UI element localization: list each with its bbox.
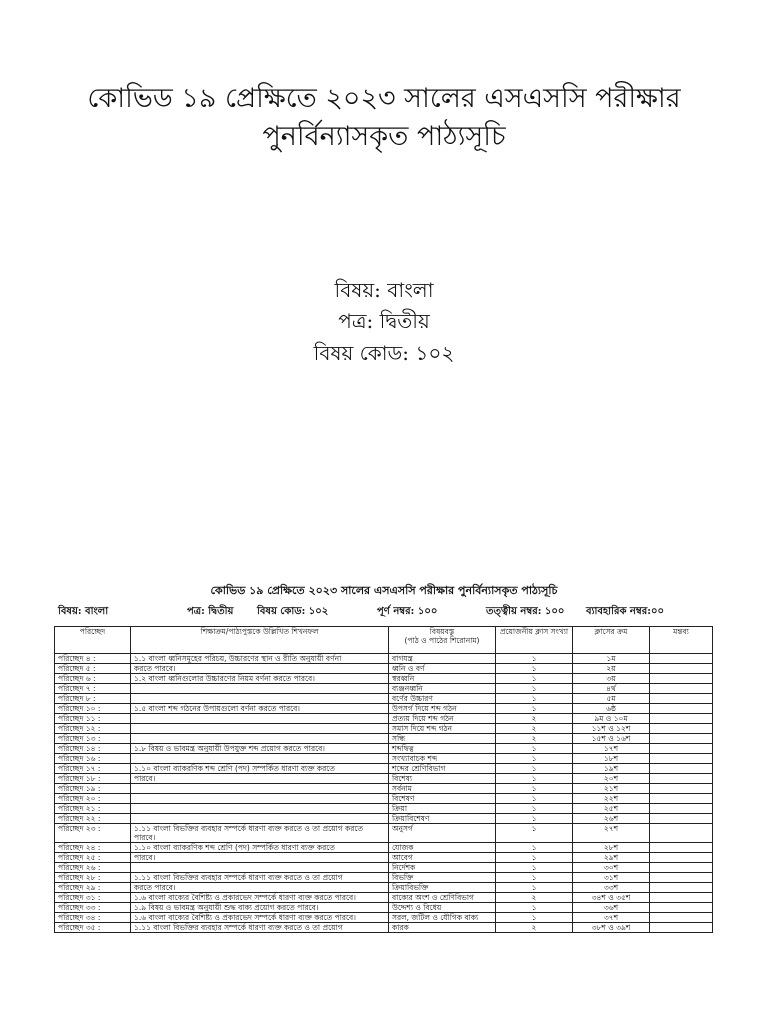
- cell-class-order: ১৫শ ও ১৬শ: [573, 734, 650, 744]
- cell-chapter: পরিচ্ছেদ ২৬ :: [55, 863, 131, 873]
- cell-content: প্রত্যয় দিয়ে শব্দ গঠন: [389, 714, 496, 724]
- cell-content: বাগযন্ত্র: [389, 654, 496, 664]
- cell-required-classes: ১: [496, 853, 573, 863]
- cell-required-classes: ১: [496, 814, 573, 824]
- cell-class-order: ৯ম ও ১০ম: [573, 714, 650, 724]
- table-row: [55, 893, 713, 903]
- cell-required-classes: ১: [496, 774, 573, 784]
- cell-chapter: পরিচ্ছেদ ২৪ :: [55, 843, 131, 853]
- header-chapter: পরিচ্ছেদ: [55, 627, 131, 654]
- cell-remarks: [650, 814, 713, 824]
- header-content-line-2: (পাঠ ও পাঠের শিরোনাম): [404, 636, 480, 645]
- table-row: [55, 794, 713, 804]
- syllabus-title: কোভিড ১৯ প্রেক্ষিতে ২০২৩ সালের এসএসসি পরীক্ষার পুনর্বিন্যাসকৃত পাঠ্যসূচি: [210, 584, 558, 597]
- cell-content: সরল, জটিল ও যৌগিক বাক্য: [389, 913, 496, 923]
- cell-learning-outcome: [131, 684, 389, 694]
- cell-class-order: ৬ষ্ঠ: [573, 704, 650, 714]
- cell-class-order: ৩য়: [573, 674, 650, 684]
- cell-remarks: [650, 774, 713, 784]
- cell-remarks: [650, 893, 713, 903]
- table-row: [55, 694, 713, 704]
- cell-remarks: [650, 714, 713, 724]
- header-remarks: মন্তব্য: [650, 627, 713, 654]
- cell-required-classes: ১: [496, 794, 573, 804]
- cell-learning-outcome: [131, 794, 389, 804]
- syllabus-code: বিষয় কোড: ১০২: [257, 606, 329, 617]
- cell-chapter: পরিচ্ছেদ ১৭ :: [55, 764, 131, 774]
- cell-chapter: পরিচ্ছেদ ২০ :: [55, 794, 131, 804]
- cell-learning-outcome: [131, 714, 389, 724]
- syllabus-paper: পত্র: দ্বিতীয়: [187, 606, 234, 617]
- table-row: [55, 873, 713, 883]
- cell-content: অনুসর্গ: [389, 824, 496, 843]
- cell-class-order: ৩৩শ: [573, 883, 650, 893]
- cell-class-order: ২১শ: [573, 784, 650, 794]
- cell-learning-outcome: [131, 804, 389, 814]
- cell-learning-outcome: ১.৬ বাংলা বাক্যের বৈশিষ্ট্য ও প্রকারভেদ সম্পর্কে ধারণা ব্যক্ত করতে পারবে।: [131, 893, 389, 903]
- cell-chapter: পরিচ্ছেদ ১৩ :: [55, 734, 131, 744]
- cell-chapter: পরিচ্ছেদ ২২ :: [55, 814, 131, 824]
- table-row: [55, 664, 713, 674]
- cell-content: শব্দদ্বিত্ব: [389, 744, 496, 754]
- cell-remarks: [650, 804, 713, 814]
- table-row: [55, 784, 713, 794]
- cell-remarks: [650, 754, 713, 764]
- cell-learning-outcome: ১.১০ বাংলা ব্যাকরণিক শব্দ শ্রেণি (পদ) সম্পর্কিত ধারণা ব্যক্ত করতে: [131, 764, 389, 774]
- cell-remarks: [650, 873, 713, 883]
- practical-marks: ব্যাবহারিক নম্বর:০০: [586, 606, 664, 617]
- table-row: [55, 674, 713, 684]
- cell-required-classes: ১: [496, 883, 573, 893]
- cell-chapter: পরিচ্ছেদ ৩৫ :: [55, 923, 131, 933]
- cell-chapter: পরিচ্ছেদ ১৮ :: [55, 774, 131, 784]
- table-row: [55, 903, 713, 913]
- cell-chapter: পরিচ্ছেদ ১৯ :: [55, 784, 131, 794]
- cell-chapter: পরিচ্ছেদ ১৬ :: [55, 754, 131, 764]
- cell-remarks: [650, 863, 713, 873]
- table-header-row: [55, 627, 713, 654]
- cell-learning-outcome: [131, 694, 389, 704]
- cell-learning-outcome: ১.১ বাংলা ধ্বনিসমূহের পরিচয়, উচ্চারণের স্থান ও রীতি অনুযায়ী বর্ণনা: [131, 654, 389, 664]
- cell-required-classes: ১: [496, 784, 573, 794]
- cell-learning-outcome: পারবে।: [131, 853, 389, 863]
- cell-required-classes: ২: [496, 923, 573, 933]
- cell-remarks: [650, 734, 713, 744]
- cell-required-classes: ২: [496, 893, 573, 903]
- table-row: [55, 744, 713, 754]
- table-row: [55, 883, 713, 893]
- cell-remarks: [650, 784, 713, 794]
- cell-chapter: পরিচ্ছেদ ২৫ :: [55, 853, 131, 863]
- theory-marks: তত্ত্বীয় নম্বর: ১০০: [486, 606, 565, 617]
- cell-learning-outcome: ১.১১ বাংলা বিভক্তির ব্যবহার সম্পর্কে ধারণা ব্যক্ত করতে ও তা প্রয়োগ করতে পারবে।: [131, 824, 389, 843]
- table-row: [55, 764, 713, 774]
- table-row: [55, 853, 713, 863]
- cell-content: উপসর্গ দিয়ে শব্দ গঠন: [389, 704, 496, 714]
- cell-required-classes: ১: [496, 804, 573, 814]
- table-row: [55, 824, 713, 843]
- cell-learning-outcome: [131, 724, 389, 734]
- cell-content: ক্রিয়াবিভক্তি: [389, 883, 496, 893]
- table-row: [55, 843, 713, 853]
- cell-content: সমাস দিয়ে শব্দ গঠন: [389, 724, 496, 734]
- cell-class-order: ২৬শ: [573, 814, 650, 824]
- cell-class-order: ৪র্থ: [573, 684, 650, 694]
- table-row: [55, 704, 713, 714]
- cell-required-classes: ১: [496, 684, 573, 694]
- cell-remarks: [650, 923, 713, 933]
- cell-content: সর্বনাম: [389, 784, 496, 794]
- cell-class-order: ৫ম: [573, 694, 650, 704]
- cell-remarks: [650, 704, 713, 714]
- cell-class-order: ২২শ: [573, 794, 650, 804]
- cell-learning-outcome: ১.২ বাংলা ধ্বনিগুলোর উচ্চারণের নিয়ম বর্ণনা করতে পারবে।: [131, 674, 389, 684]
- syllabus-subject: বিষয়: বাংলা: [58, 606, 109, 617]
- cell-required-classes: ১: [496, 913, 573, 923]
- header-content: [389, 627, 496, 654]
- cell-content: যোজক: [389, 843, 496, 853]
- cell-remarks: [650, 913, 713, 923]
- table-row: [55, 714, 713, 724]
- cell-required-classes: ১: [496, 873, 573, 883]
- cell-chapter: পরিচ্ছেদ ৩৩ :: [55, 903, 131, 913]
- cell-class-order: ১৯শ: [573, 764, 650, 774]
- cell-remarks: [650, 794, 713, 804]
- cell-content: নির্দেশক: [389, 863, 496, 873]
- cell-required-classes: ১: [496, 824, 573, 843]
- header-learning-outcome: শিক্ষাক্রম/পাঠ্যপুস্তকে উল্লিখিত শিখনফল: [131, 627, 389, 654]
- cell-chapter: পরিচ্ছেদ ৬ :: [55, 674, 131, 684]
- cell-required-classes: ১: [496, 654, 573, 664]
- document-title-line-1: কোভিড ১৯ প্রেক্ষিতে ২০২৩ সালের এসএসসি পরীক্ষার: [87, 83, 681, 114]
- cell-content: সন্ধি: [389, 734, 496, 744]
- cell-remarks: [650, 853, 713, 863]
- cell-class-order: ১৮শ: [573, 754, 650, 764]
- paper-label: পত্র: দ্বিতীয়: [338, 309, 430, 333]
- cell-learning-outcome: [131, 754, 389, 764]
- cell-class-order: ২৮শ: [573, 843, 650, 853]
- cell-class-order: ৩৬শ: [573, 903, 650, 913]
- cell-class-order: ৩১শ: [573, 873, 650, 883]
- cell-chapter: পরিচ্ছেদ ২৯ :: [55, 883, 131, 893]
- cell-learning-outcome: পারবে।: [131, 774, 389, 784]
- cell-content: কারক: [389, 923, 496, 933]
- table-row: [55, 754, 713, 764]
- cell-learning-outcome: [131, 863, 389, 873]
- cell-chapter: পরিচ্ছেদ ৮ :: [55, 694, 131, 704]
- cell-required-classes: ২: [496, 734, 573, 744]
- cell-remarks: [650, 883, 713, 893]
- cell-chapter: পরিচ্ছেদ ১৪ :: [55, 744, 131, 754]
- cell-class-order: ১১শ ও ১২শ: [573, 724, 650, 734]
- cell-chapter: পরিচ্ছেদ ১১ :: [55, 714, 131, 724]
- cell-required-classes: ২: [496, 714, 573, 724]
- cell-required-classes: ১: [496, 674, 573, 684]
- cell-chapter: পরিচ্ছেদ ২৩ :: [55, 824, 131, 843]
- cell-learning-outcome: ১.৬ বাংলা বাক্যের বৈশিষ্ট্য ও প্রকারভেদ সম্পর্কে ধারণা ব্যক্ত করতে পারবে।: [131, 913, 389, 923]
- cell-required-classes: ১: [496, 704, 573, 714]
- cell-content: ধ্বনি ও বর্ণ: [389, 664, 496, 674]
- cell-learning-outcome: ১.৯ বিষয় ও ভাবমন্ত্র অনুযায়ী শুদ্ধ বাক্য প্রয়োগ করতে পারবে।: [131, 903, 389, 913]
- cell-remarks: [650, 674, 713, 684]
- cell-content: ব্যঞ্জনধ্বনি: [389, 684, 496, 694]
- cell-learning-outcome: [131, 814, 389, 824]
- subject-label: বিষয়: বাংলা: [334, 278, 434, 302]
- cell-remarks: [650, 824, 713, 843]
- cell-learning-outcome: ১.৮ বিষয় ও ভাবমন্ত্র অনুযায়ী উপযুক্ত শব্দ প্রয়োগ করতে পারবে।: [131, 744, 389, 754]
- cell-required-classes: ২: [496, 724, 573, 734]
- cell-required-classes: ১: [496, 764, 573, 774]
- cell-content: বিভক্তি: [389, 873, 496, 883]
- document-title-line-2: পুনর্বিন্যাসকৃত পাঠ্যসূচি: [262, 121, 506, 152]
- cell-remarks: [650, 654, 713, 664]
- cell-learning-outcome: করতে পারবে।: [131, 883, 389, 893]
- cell-chapter: পরিচ্ছেদ ৪ :: [55, 654, 131, 664]
- cell-required-classes: ১: [496, 754, 573, 764]
- table-row: [55, 814, 713, 824]
- cell-required-classes: ১: [496, 694, 573, 704]
- cell-content: উদ্দেশ্য ও বিধেয়: [389, 903, 496, 913]
- cell-required-classes: ১: [496, 744, 573, 754]
- cell-remarks: [650, 903, 713, 913]
- cell-learning-outcome: [131, 784, 389, 794]
- table-row: [55, 913, 713, 923]
- cell-content: বিশেষণ: [389, 794, 496, 804]
- cell-chapter: পরিচ্ছেদ ১০ :: [55, 704, 131, 714]
- cell-chapter: পরিচ্ছেদ ৩১ :: [55, 893, 131, 903]
- cell-content: আবেগ: [389, 853, 496, 863]
- cell-remarks: [650, 764, 713, 774]
- header-required-classes: প্রয়োজনীয় ক্লাস সংখ্যা: [496, 627, 573, 654]
- cell-chapter: পরিচ্ছেদ ৩৪ :: [55, 913, 131, 923]
- cell-chapter: পরিচ্ছেদ ২৮ :: [55, 873, 131, 883]
- cell-class-order: ২০শ: [573, 774, 650, 784]
- cell-class-order: ২৭শ: [573, 824, 650, 843]
- subject-code-label: বিষয় কোড: ১০২: [313, 341, 455, 365]
- cell-required-classes: ১: [496, 664, 573, 674]
- syllabus-table: [54, 626, 713, 933]
- cell-learning-outcome: ১.১০ বাংলা ব্যাকরণিক শব্দ শ্রেণি (পদ) সম্পর্কিত ধারণা ব্যক্ত করতে: [131, 843, 389, 853]
- cell-content: ক্রিয়াবিশেষণ: [389, 814, 496, 824]
- cell-class-order: ২৫শ: [573, 804, 650, 814]
- cell-class-order: ১৭শ: [573, 744, 650, 754]
- table-row: [55, 804, 713, 814]
- cell-remarks: [650, 843, 713, 853]
- table-row: [55, 724, 713, 734]
- cell-class-order: ২৯শ: [573, 853, 650, 863]
- table-row: [55, 684, 713, 694]
- cell-learning-outcome: ১.১১ বাংলা বিভক্তির ব্যবহার সম্পর্কে ধারণা ব্যক্ত করতে ও তা প্রয়োগ: [131, 873, 389, 883]
- cell-required-classes: ১: [496, 863, 573, 873]
- cell-content: বিশেষ্য: [389, 774, 496, 784]
- full-marks: পূর্ণ নম্বর: ১০০: [377, 606, 438, 617]
- cell-class-order: ৩৪শ ও ৩৫শ: [573, 893, 650, 903]
- header-content-line-1: বিষয়বস্তু: [429, 627, 455, 636]
- cell-chapter: পরিচ্ছেদ ৫ :: [55, 664, 131, 674]
- table-row: [55, 863, 713, 873]
- cell-remarks: [650, 724, 713, 734]
- cell-required-classes: ১: [496, 903, 573, 913]
- table-row: [55, 654, 713, 664]
- cell-remarks: [650, 664, 713, 674]
- cell-learning-outcome: করতে পারবে।: [131, 664, 389, 674]
- cell-learning-outcome: ১.৫ বাংলা শব্দ গঠনের উপায়গুলো বর্ণনা করতে পারবে।: [131, 704, 389, 714]
- cell-chapter: পরিচ্ছেদ ৭ :: [55, 684, 131, 694]
- cell-chapter: পরিচ্ছেদ ১২ :: [55, 724, 131, 734]
- table-row: [55, 734, 713, 744]
- table-row: [55, 774, 713, 784]
- cell-content: শব্দের শ্রেণিবিভাগ: [389, 764, 496, 774]
- cell-remarks: [650, 684, 713, 694]
- header-class-order: ক্লাসের ক্রম: [573, 627, 650, 654]
- table-row: [55, 923, 713, 933]
- cell-content: সংখ্যাবাচক শব্দ: [389, 754, 496, 764]
- cell-chapter: পরিচ্ছেদ ২১ :: [55, 804, 131, 814]
- cell-class-order: ৩৮শ ও ৩৯শ: [573, 923, 650, 933]
- cell-remarks: [650, 744, 713, 754]
- cell-content: বাক্যের অংশ ও শ্রেণিবিভাগ: [389, 893, 496, 903]
- cell-class-order: ২য়: [573, 664, 650, 674]
- cell-content: বর্ণের উচ্চারণ: [389, 694, 496, 704]
- cell-class-order: ৩০শ: [573, 863, 650, 873]
- cell-remarks: [650, 694, 713, 704]
- cell-required-classes: ১: [496, 843, 573, 853]
- cell-class-order: ১ম: [573, 654, 650, 664]
- cell-content: ক্রিয়া: [389, 804, 496, 814]
- cell-content: স্বরধ্বনি: [389, 674, 496, 684]
- cell-learning-outcome: [131, 734, 389, 744]
- cell-class-order: ৩৭শ: [573, 913, 650, 923]
- cell-learning-outcome: ১.১১ বাংলা বিভক্তির ব্যবহার সম্পর্কে ধারণা ব্যক্ত করতে ও তা প্রয়োগ: [131, 923, 389, 933]
